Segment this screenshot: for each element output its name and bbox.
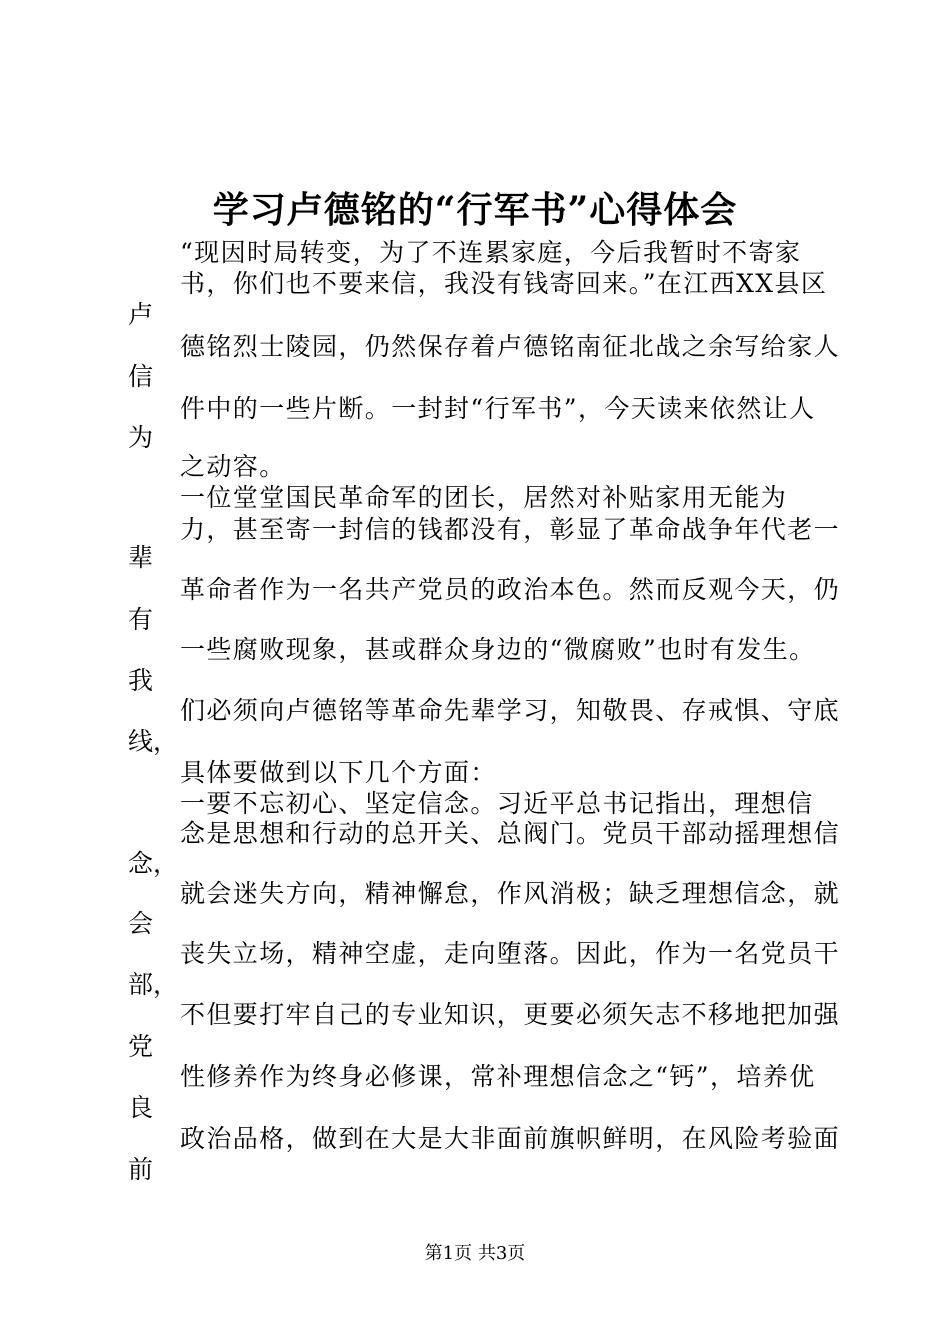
text-line: 们必须向卢德铭等革命先辈学习，知敬畏、存戒惧、守底 [180, 696, 841, 725]
text-line: 念是思想和行动的总开关、总阀门。党员干部动摇理想信 [180, 819, 841, 848]
margin-char: 为 [128, 423, 154, 452]
document-title: 学习卢德铭的“行军书”心得体会 [212, 189, 738, 231]
text-line: 一要不忘初心、坚定信念。习近平总书记指出，理想信 [180, 789, 814, 818]
margin-char: 辈 [128, 543, 154, 572]
text-line: 革命者作为一名共产党员的政治本色。然而反观今天，仍 [180, 575, 841, 604]
margin-char: 有 [128, 605, 154, 634]
text-line: 之动容。 [180, 452, 286, 481]
text-line: 不但要打牢自己的专业知识，更要必须矢志不移地把加强 [180, 1000, 841, 1029]
text-line: 书，你们也不要来信，我没有钱寄回来。”在江西XX县区 [180, 269, 828, 298]
margin-char: 部， [128, 970, 179, 999]
text-line: 就会迷失方向，精神懈怠，作风消极；缺乏理想信念，就 [180, 879, 841, 908]
margin-char: 会 [128, 909, 154, 938]
margin-char: 良 [128, 1093, 154, 1122]
page-footer: 第1页 共3页 [424, 1243, 526, 1264]
text-line: “现因时局转变，为了不连累家庭，今后我暂时不寄家 [180, 238, 802, 267]
text-line: 德铭烈士陵园，仍然保存着卢德铭南征北战之余写给家人 [180, 332, 841, 361]
text-line: 丧失立场，精神空虚，走向堕落。因此，作为一名党员干 [180, 939, 841, 968]
margin-char: 我 [128, 666, 154, 695]
margin-char: 前 [128, 1155, 154, 1184]
margin-char: 念， [128, 849, 179, 878]
margin-char: 线， [128, 727, 179, 756]
text-line: 力，甚至寄一封信的钱都没有，彰显了革命战争年代老一 [180, 515, 841, 544]
text-line: 政治品格，做到在大是大非面前旗帜鲜明，在风险考验面 [180, 1124, 841, 1153]
text-line: 性修养作为终身必修课，常补理想信念之“钙”，培养优 [180, 1062, 816, 1091]
text-line: 一位堂堂国民革命军的团长，居然对补贴家用无能为 [180, 483, 788, 512]
margin-char: 党 [128, 1032, 154, 1061]
text-line: 一些腐败现象，甚或群众身边的“微腐败”也时有发生。 [180, 635, 816, 664]
margin-char: 卢 [128, 300, 154, 329]
text-line: 具体要做到以下几个方面： [180, 758, 497, 787]
text-line: 件中的一些片断。一封封“行军书”，今天读来依然让人 [180, 394, 816, 423]
margin-char: 信 [128, 362, 154, 391]
